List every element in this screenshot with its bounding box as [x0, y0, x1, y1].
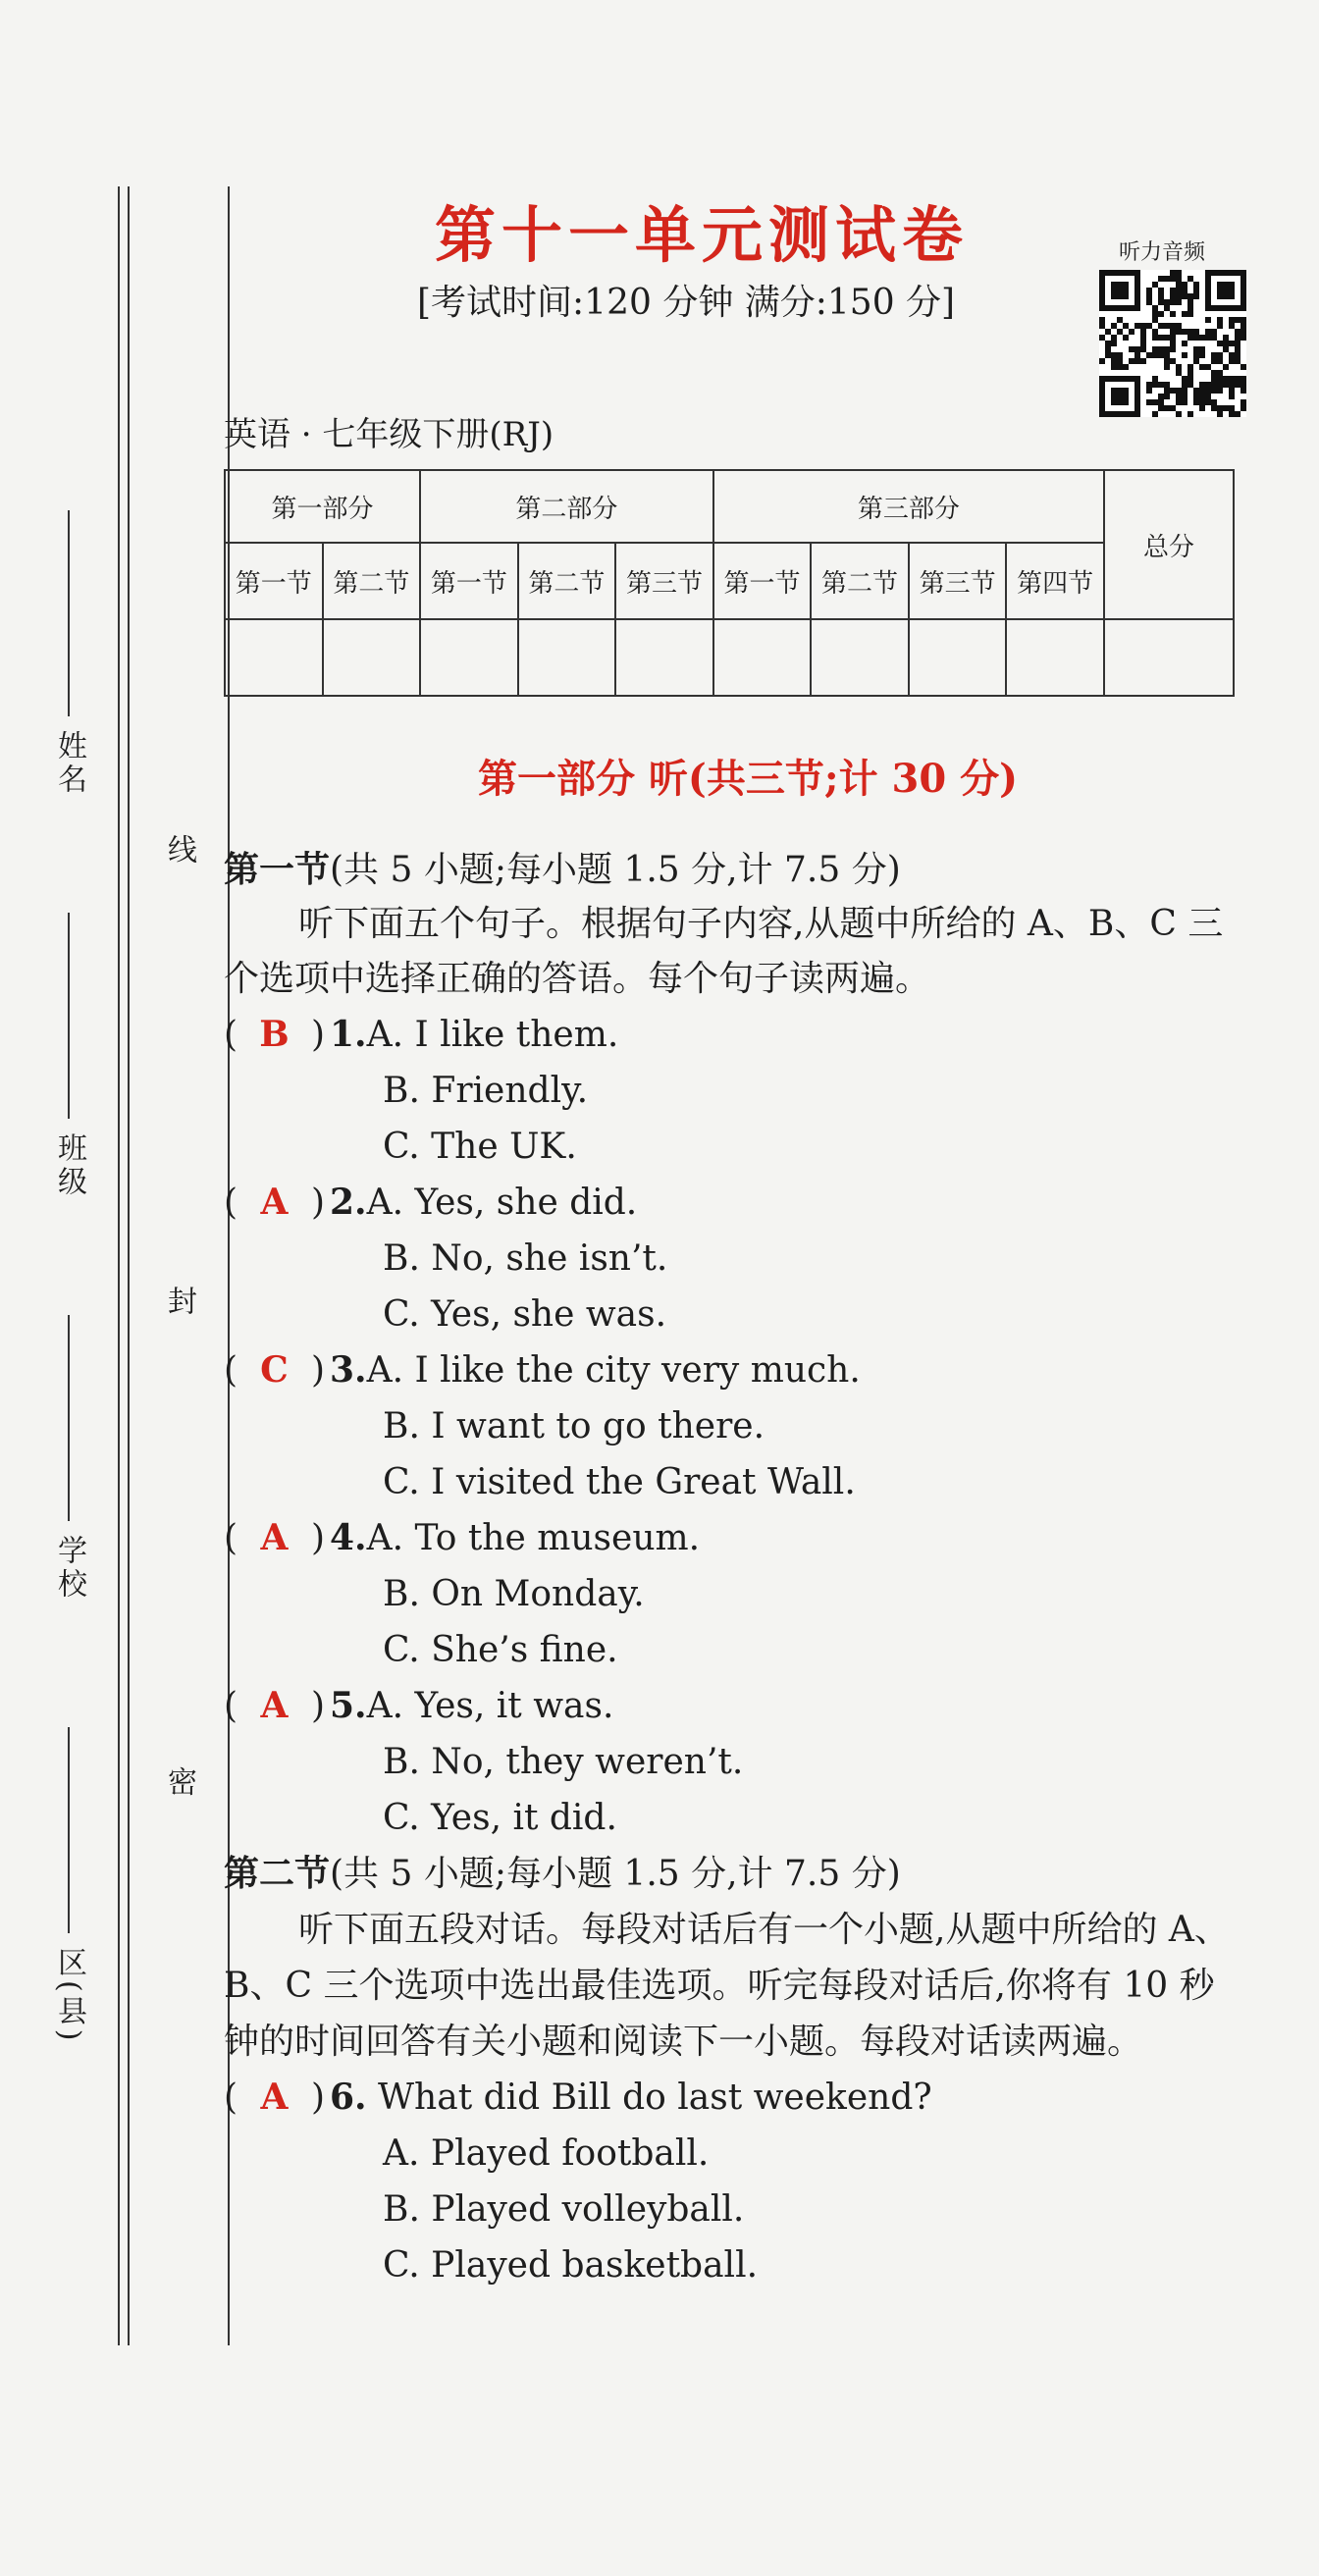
- answer-mark: A: [260, 1182, 289, 1223]
- option[interactable]: C. Yes, it did.: [383, 1798, 617, 1838]
- question-5: ( A ) 5.A. Yes, it was. B. No, they weren’t. C. Yes, it did.: [224, 1678, 1244, 1846]
- option[interactable]: C. The UK.: [383, 1127, 577, 1167]
- section1-title: 第一节(共 5 小题;每小题 1.5 分,计 7.5 分): [224, 849, 901, 890]
- answer-mark: B: [259, 1014, 290, 1055]
- table-section: 第三节: [909, 543, 1007, 619]
- table-header-total: 总分: [1104, 470, 1234, 619]
- answer-mark: A: [260, 1517, 289, 1558]
- section1: [224, 842, 1244, 2293]
- option[interactable]: C. I visited the Great Wall.: [383, 1462, 856, 1502]
- score-cell[interactable]: [713, 619, 812, 696]
- option[interactable]: A. Yes, she did.: [366, 1183, 638, 1223]
- score-cell[interactable]: [811, 619, 909, 696]
- option[interactable]: A. Played football.: [383, 2133, 710, 2174]
- section2-instruction: 听下面五段对话。每段对话后有一个小题,从题中所给的 A、B、C 三个选项中选出最佳选项。听完每段对话后,你将有 10 秒钟的时间回答有关小题和阅读下一小题。每段对话读两遍。: [224, 1910, 1230, 2062]
- question-2: ( A ) 2.A. Yes, she did. B. No, she isn’t. C. Yes, she was.: [224, 1175, 1244, 1342]
- question-4: ( A ) 4.A. To the museum. B. On Monday. C. She’s fine.: [224, 1510, 1244, 1678]
- table-header-part2: 第二部分: [420, 470, 713, 543]
- question-1: ( B ) 1.A. I like them. B. Friendly. C. The UK.: [224, 1007, 1244, 1175]
- option[interactable]: A. I like them.: [366, 1015, 619, 1055]
- seal-text-xian: 线: [162, 834, 196, 864]
- table-section: 第一节: [225, 543, 323, 619]
- score-cell[interactable]: [518, 619, 616, 696]
- class-field: 班级: [39, 913, 98, 1199]
- page-title: 第十一单元测试卷: [434, 199, 969, 271]
- part1-heading: 第一部分 听(共三节;计 30 分): [477, 756, 1019, 802]
- section1-instruction: 听下面五个句子。根据句子内容,从题中所给的 A、B、C 三个选项中选择正确的答语。每个句子读两遍。: [224, 904, 1224, 999]
- name-field: 姓名: [39, 510, 98, 797]
- table-section: 第二节: [323, 543, 421, 619]
- table-section: 第四节: [1006, 543, 1104, 619]
- option[interactable]: A. I like the city very much.: [366, 1350, 861, 1391]
- option[interactable]: B. I want to go there.: [383, 1406, 765, 1446]
- answer-mark: A: [260, 2077, 289, 2118]
- answer-mark: C: [260, 1349, 289, 1391]
- table-header-part3: 第三部分: [713, 470, 1104, 543]
- option[interactable]: B. On Monday.: [383, 1574, 645, 1614]
- question-3: ( C ) 3.A. I like the city very much. B. I want to go there. C. I visited the Great Wall.: [224, 1342, 1244, 1510]
- exam-info: [考试时间:120 分钟 满分:150 分]: [417, 283, 956, 323]
- table-header-part1: 第一部分: [225, 470, 420, 543]
- score-cell[interactable]: [420, 619, 518, 696]
- table-section: 第二节: [811, 543, 909, 619]
- score-cell[interactable]: [909, 619, 1007, 696]
- option[interactable]: A. To the museum.: [366, 1518, 701, 1558]
- option[interactable]: B. Friendly.: [383, 1071, 589, 1111]
- subject-line: 英语 · 七年级下册(RJ): [224, 415, 554, 454]
- table-section: 第二节: [518, 543, 616, 619]
- answer-mark: A: [260, 1685, 289, 1726]
- school-field: 学校: [39, 1315, 98, 1602]
- table-section: 第三节: [615, 543, 713, 619]
- option[interactable]: B. No, she isn’t.: [383, 1238, 668, 1279]
- table-section: 第一节: [713, 543, 812, 619]
- district-field: 区(县): [39, 1727, 98, 2044]
- option[interactable]: C. She’s fine.: [383, 1630, 618, 1670]
- score-cell[interactable]: [1006, 619, 1104, 696]
- binding-line: [118, 186, 120, 2345]
- option[interactable]: C. Played basketball.: [383, 2245, 759, 2286]
- question-6: ( A ) 6. What did Bill do last weekend? A. Played football. B. Played volleyball. C. Played basketball.: [224, 2070, 1244, 2293]
- section2-title: 第二节(共 5 小题;每小题 1.5 分,计 7.5 分): [224, 1853, 901, 1894]
- table-section: 第一节: [420, 543, 518, 619]
- option[interactable]: A. Yes, it was.: [366, 1686, 614, 1726]
- score-cell[interactable]: [615, 619, 713, 696]
- score-cell-total[interactable]: [1104, 619, 1234, 696]
- seal-text-feng: 封: [162, 1286, 196, 1315]
- score-cell[interactable]: [225, 619, 323, 696]
- binding-line: [128, 186, 130, 2345]
- option[interactable]: B. No, they weren’t.: [383, 1742, 744, 1782]
- qr-label: 听力音频: [1119, 240, 1206, 265]
- seal-text-mi: 密: [162, 1766, 196, 1796]
- option[interactable]: B. Played volleyball.: [383, 2189, 745, 2230]
- qr-code-icon[interactable]: [1099, 270, 1246, 417]
- score-cell[interactable]: [323, 619, 421, 696]
- score-table: [224, 469, 1235, 697]
- question-stem: What did Bill do last weekend?: [378, 2077, 932, 2118]
- option[interactable]: C. Yes, she was.: [383, 1294, 667, 1335]
